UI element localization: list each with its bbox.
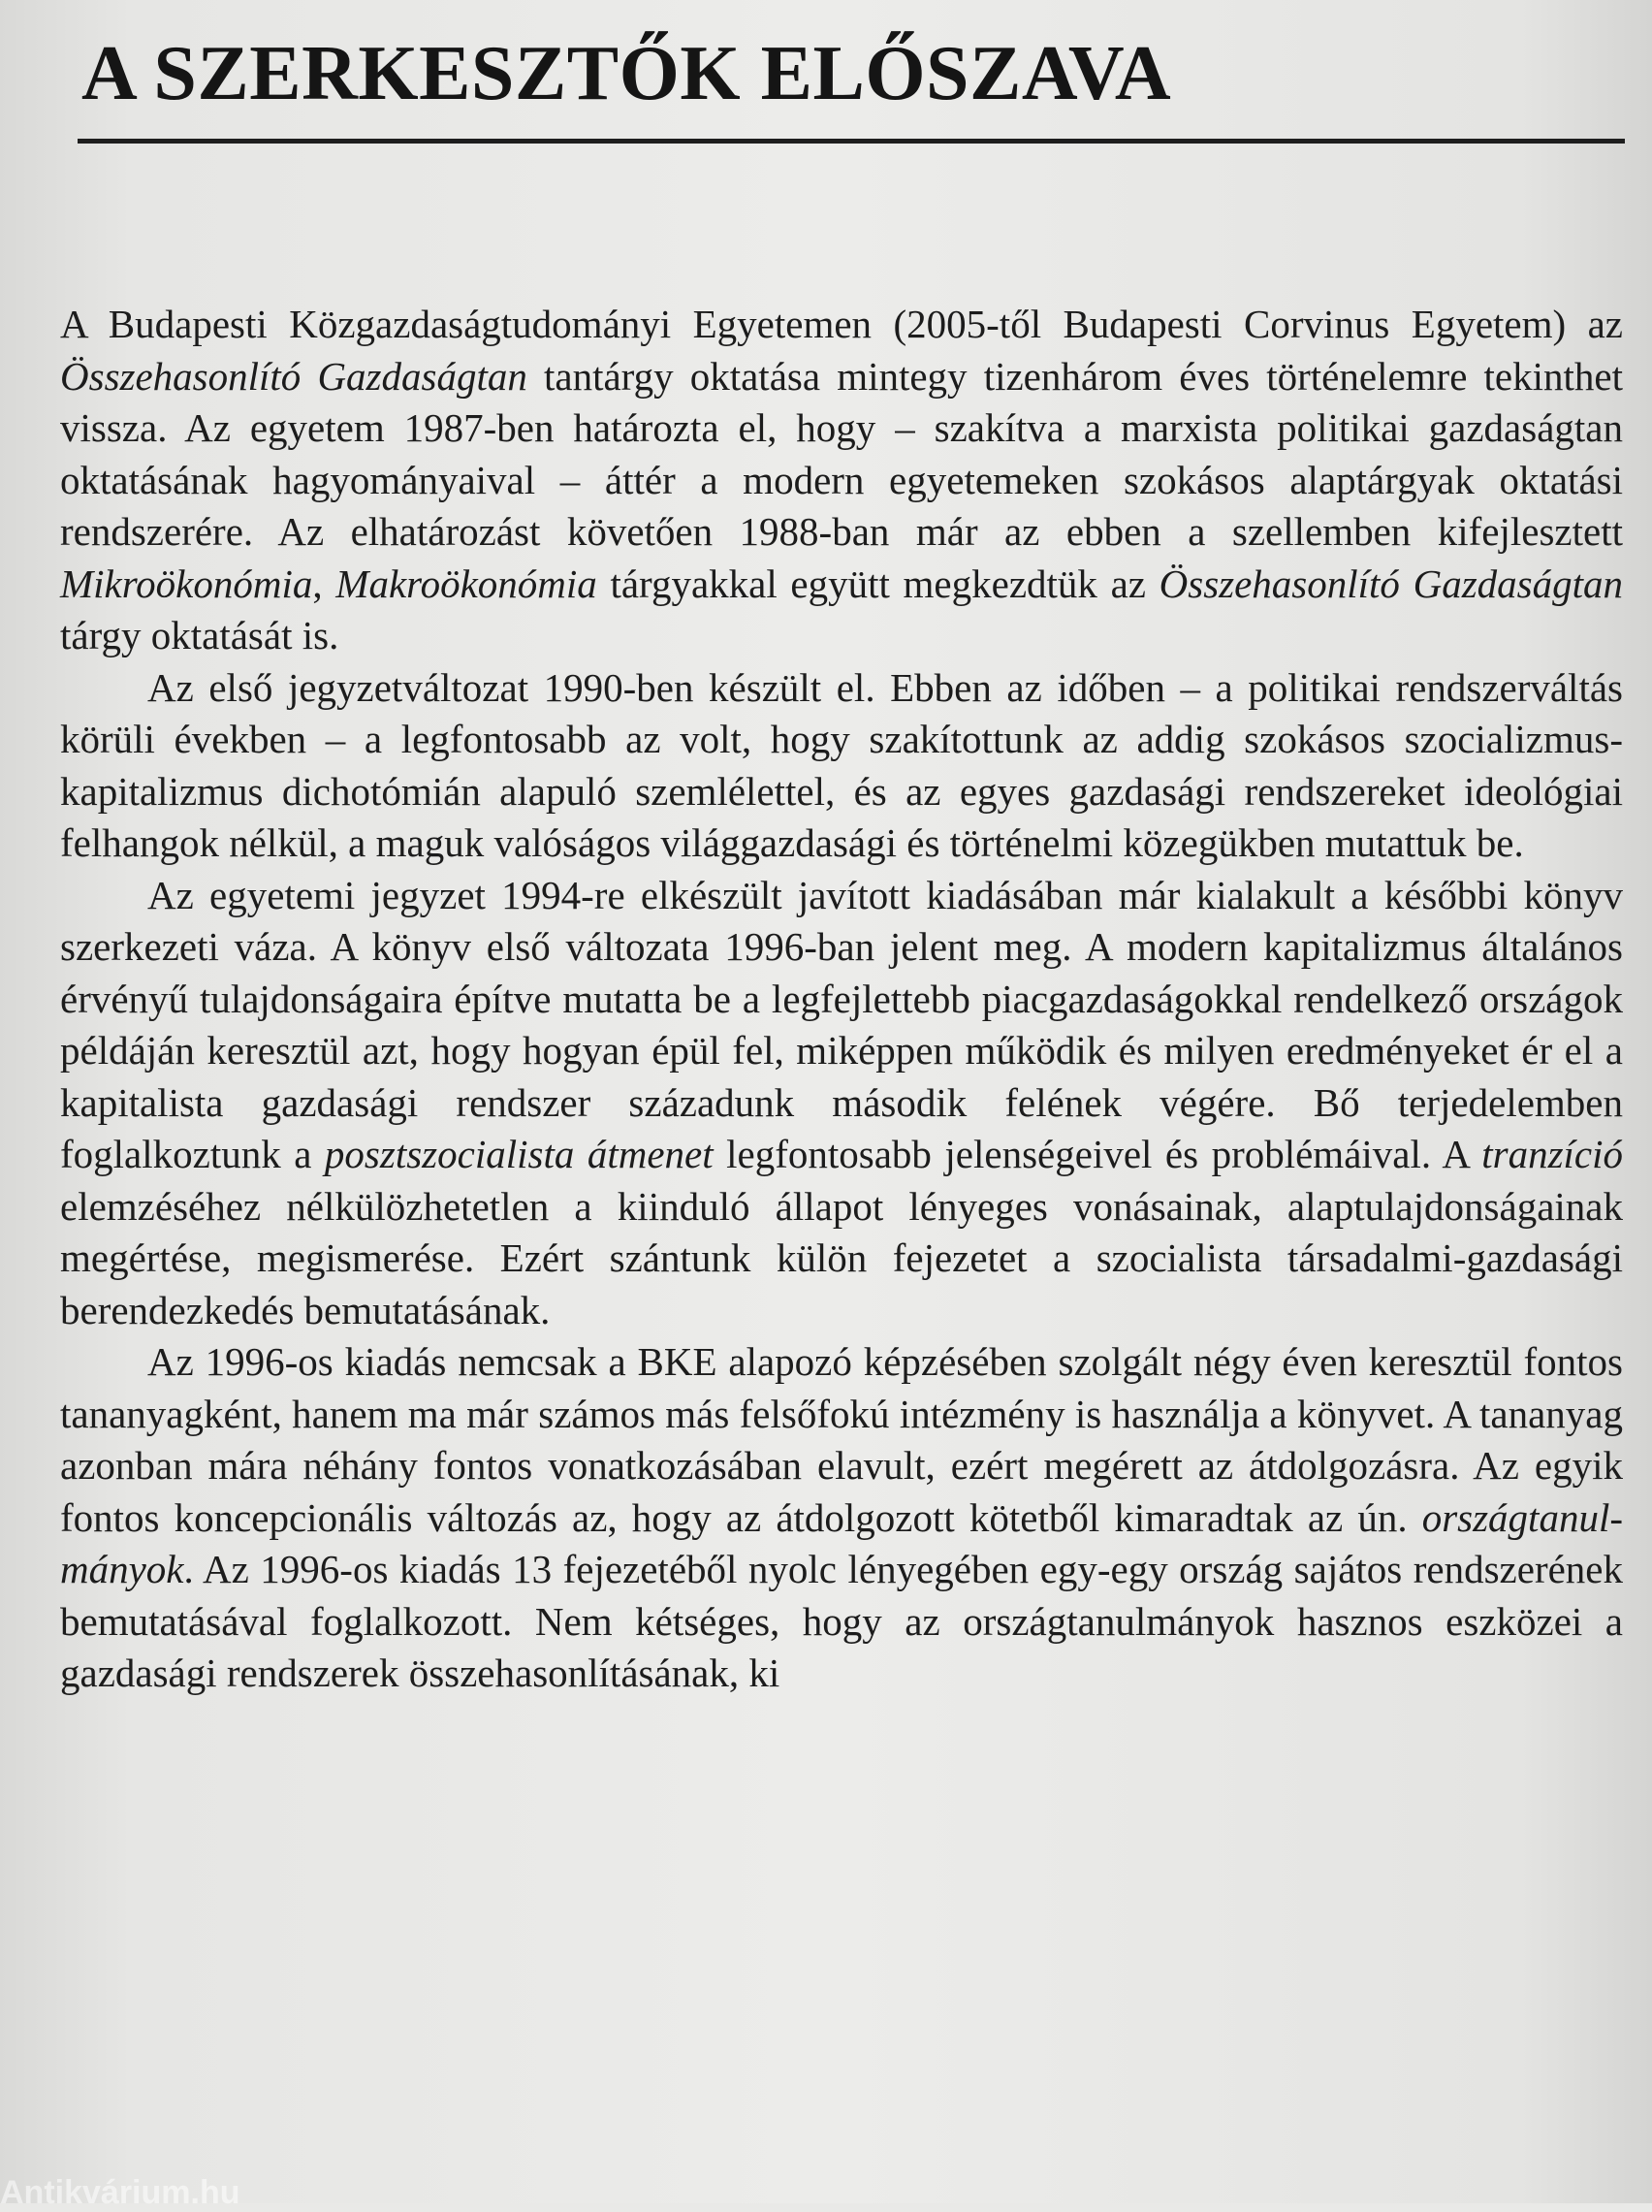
text-run: elemzéséhez nélkülözhetetlen a kiinduló állapot lényeges vonásainak, alaptulajdonságainak megértése, megismerése. Ezért szántunk külön fejezetet a szocialista társadalmi-gazdasági berendezkedés bemutatásának. [60,1183,1623,1332]
italic-term: Összehasonlító Gazdaságtan [1159,561,1623,606]
paragraph-1 [60,299,1623,662]
italic-term: tranzíció [1481,1132,1624,1176]
italic-term: Makroökonómia [335,561,597,606]
paragraph-2 [60,662,1623,870]
text-run: Az 1996-os kiadás nemcsak a BKE alapozó képzésében szolgált négy éven keresztül fontos tananyagként, hanem ma már számos más felsőfokú intézmény is használja a könyvet. A tananyag azonban mára néhány fontos vonatkozásában elavult, ezért megérett az átdolgozásra. Az egyik fontos koncepcionális változás az, hogy az átdolgozott kötetből kimaradtak az ún. [60,1339,1623,1540]
chapter-heading: A SZERKESZTŐK ELŐSZAVA [81,31,1172,116]
heading-rule [78,139,1625,144]
paragraph-3 [60,870,1623,1337]
text-run: . Az 1996-os kiadás 13 fejezetéből nyolc lényegében egy-egy ország sajátos rendszerének bemutatásával foglalkozott. Nem kétséges, hogy az országtanulmányok hasznos eszközei a gazdasági rendszerek összehasonlításának, ki [60,1547,1623,1695]
text-run: tárgy oktatását is. [60,613,339,657]
text-run: , [312,561,336,606]
text-run: tárgyakkal együtt megkezdtük az [596,561,1160,606]
preface-body [60,299,1623,1700]
text-run: Az első jegyzetváltozat 1990-ben készült el. Ebben az időben – a politikai rendszerváltás körüli években – a legfontosabb az volt, hogy szakítottunk az addig szokásos szocializmus-kapitalizmus dichotómián alapuló szemlélettel, és az egyes gazdasági rendszereket ideológiai felhangok nélkül, a maguk valóságos világgazdasági és történelmi közegükben mutattuk be. [60,664,1623,865]
text-run: legfontosabb jelenségeivel és problémáival. A [713,1132,1482,1176]
watermark: Antikvárium.hu [0,2174,240,2211]
paragraph-4 [60,1336,1623,1700]
text-run: Az egyetemi jegyzet 1994-re elkészült javított kiadásában már kialakult a későbbi könyv szerkezeti váza. A könyv első változata 1996-ban jelent meg. A modern kapitalizmus általános érvényű tulajdonságaira építve mutatta be a legfejlettebb piacgazdaságokkal rendelkező országok példáján keresztül azt, hogy hogyan épül fel, miképpen működik és milyen eredményeket ér el a kapitalista gazdasági rendszer századunk második felének végére. Bő terjedelemben foglalkoztunk a [60,872,1623,1176]
text-run: tantárgy oktatása mintegy tizenhárom éves történelemre tekinthet vissza. Az egyetem 1987-ben határozta el, hogy – szakítva a marxista politikai gazdaságtan oktatásának hagyományaival – áttér a modern egyetemeken szokásos alaptárgyak oktatási rendszerére. Az elhatározást követően 1988-ban már az ebben a szellemben kifejlesztett [60,353,1624,554]
italic-term: Mikroökonómia [60,561,313,606]
italic-term: Összehasonlító Gazdaságtan [60,353,527,399]
text-run: A Budapesti Közgazdaságtudományi Egyetemen (2005-től Budapesti Corvinus Egyetem) az [60,302,1623,346]
italic-term: országtanulmányok [60,1494,1623,1591]
italic-term: posztszocialista átmenet [324,1132,714,1176]
